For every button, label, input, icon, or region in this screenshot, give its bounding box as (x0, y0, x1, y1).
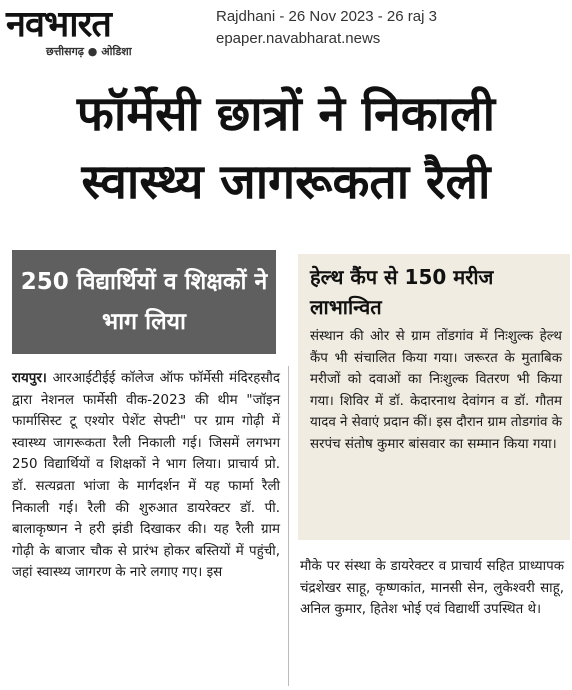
logo-wordmark: नवभारत (6, 3, 111, 45)
column-divider (288, 366, 289, 686)
headline-line-1: फॉर्मेसी छात्रों ने निकाली (76, 86, 496, 142)
sidebar-title: हेल्थ कैंप से 150 मरीज लाभान्वित (310, 265, 494, 319)
dateline: रायपुर। (12, 371, 47, 386)
body-column-left (12, 368, 280, 584)
body-column-right (300, 556, 564, 621)
sidebar-box (298, 254, 570, 540)
site-url: epaper.navabharat.news (216, 30, 381, 47)
body-text-left: आरआईटीईई कॉलेज ऑफ फॉर्मेसी मंदिरहसौद द्वारा नेशनल फार्मेसी वीक-2023 की थीम "जॉइन फार्मासिस्ट टू एश्योर पेशेंट सेफ्टी" पर ग्राम गोढ़ी में स्वास्थ्य जागरूकता रैली निकाली गई। जिसमें लगभग 250 विद्यार्थियों व शिक्षकों ने भाग लिया। प्राचार्य प्रो. डॉ. सत्यव्रता भांजा के मार्गदर्शन में यह फार्मा रैली निकाली गई। रैली की शुरुआत डायरेक्टर डॉ. पी. बालाकृष्णन ने हरी झंडी दिखाकर की। यह रैली ग्राम गोढ़ी के बाजार चौक से प्रारंभ होकर बस्तियों में पहुंची, जहां स्वास्थ्य जागरण के नारे लगाए गए। इस (12, 371, 280, 581)
deck-box (12, 250, 276, 354)
sidebar-body: संस्थान की ओर से ग्राम तोंडगांव में निःशुल्क हेल्थ कैंप भी संचालित किया गया। जरूरत के मुताबिक मरीजों को दवाओं का निःशुल्क वितरण भी किया गया। शिविर में डॉ. केदारनाथ देवांगन व डॉ. गौतम यादव ने सेवाएं प्रदान कीं। इस दौरान ग्राम तोडगांव के सरपंच संतोष कुमार बांसवार का सम्मान किया गया। (310, 329, 562, 452)
edition-line: Rajdhani - 26 Nov 2023 - 26 raj 3 (216, 8, 437, 25)
masthead (0, 0, 572, 62)
deck-text: 250 विद्यार्थियों व शिक्षकों ने भाग लिया (20, 269, 268, 335)
logo-regions: छत्तीसगढ़ ● ओडिशा (46, 45, 132, 58)
newspaper-logo (2, 2, 196, 58)
body-text-right: मौके पर संस्था के डायरेक्टर व प्राचार्य सहित प्राध्यापक चंद्रशेखर साहू, कृष्णकांत, मानसी सेन, लुकेश्वरी साहू, अनिल कुमार, हितेश भोई एवं विद्यार्थी उपस्थित थे। (300, 559, 564, 618)
headline-line-2: स्वास्थ्य जागरूकता रैली (81, 154, 491, 210)
headline (8, 80, 564, 216)
